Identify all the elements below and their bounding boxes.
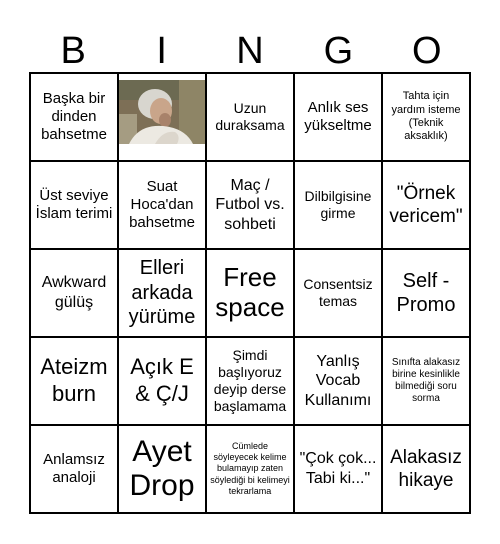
bingo-cell[interactable]: Suat Hoca'dan bahsetme: [118, 161, 206, 249]
bingo-cell[interactable]: Uzun duraksama: [206, 73, 294, 161]
bingo-cell-photo[interactable]: [118, 73, 206, 161]
header-letter-n: N: [236, 30, 264, 72]
bingo-cell[interactable]: Consentsiz temas: [294, 249, 382, 337]
bingo-cell[interactable]: "Çok çok... Tabi ki...": [294, 425, 382, 513]
bingo-cell[interactable]: Sınıfta alakasız birine kesinlikle bilmediği soru sorma: [382, 337, 470, 425]
bingo-cell[interactable]: Şimdi başlıyoruz deyip derse başlamama: [206, 337, 294, 425]
header-letter-o: O: [412, 30, 442, 72]
bingo-cell[interactable]: Cümlede söyleyecek kelime bulamayıp zaten söylediği bi kelimeyi tekrarlama: [206, 425, 294, 513]
header-letter-i: I: [156, 30, 167, 72]
bingo-cell[interactable]: Awkward gülüş: [30, 249, 118, 337]
bingo-cell[interactable]: Self - Promo: [382, 249, 470, 337]
bingo-cell[interactable]: Anlamsız analoji: [30, 425, 118, 513]
bingo-cell[interactable]: Ateizm burn: [30, 337, 118, 425]
bingo-cell[interactable]: Maç / Futbol vs. sohbeti: [206, 161, 294, 249]
bingo-cell[interactable]: Ayet Drop: [118, 425, 206, 513]
header-letter-g: G: [323, 30, 354, 72]
bingo-header: [29, 28, 471, 74]
bingo-cell[interactable]: Üst seviye İslam terimi: [30, 161, 118, 249]
bingo-cell[interactable]: Tahta için yardım isteme (Teknik aksaklık): [382, 73, 470, 161]
bingo-cell[interactable]: Alakasız hikaye: [382, 425, 470, 513]
bingo-cell[interactable]: Elleri arkada yürüme: [118, 249, 206, 337]
header-letter-b: B: [60, 30, 86, 72]
bingo-cell[interactable]: Dilbilgisine girme: [294, 161, 382, 249]
bingo-cell[interactable]: Anlık ses yükseltme: [294, 73, 382, 161]
bingo-cell[interactable]: Açık E & Ç/J: [118, 337, 206, 425]
bingo-cell[interactable]: Başka bir dinden bahsetme: [30, 73, 118, 161]
bingo-cell[interactable]: Yanlış Vocab Kullanımı: [294, 337, 382, 425]
bingo-board: [29, 72, 471, 514]
portrait-photo: [119, 80, 205, 144]
free-space-cell[interactable]: Free space: [206, 249, 294, 337]
bingo-cell[interactable]: "Örnek vericem": [382, 161, 470, 249]
